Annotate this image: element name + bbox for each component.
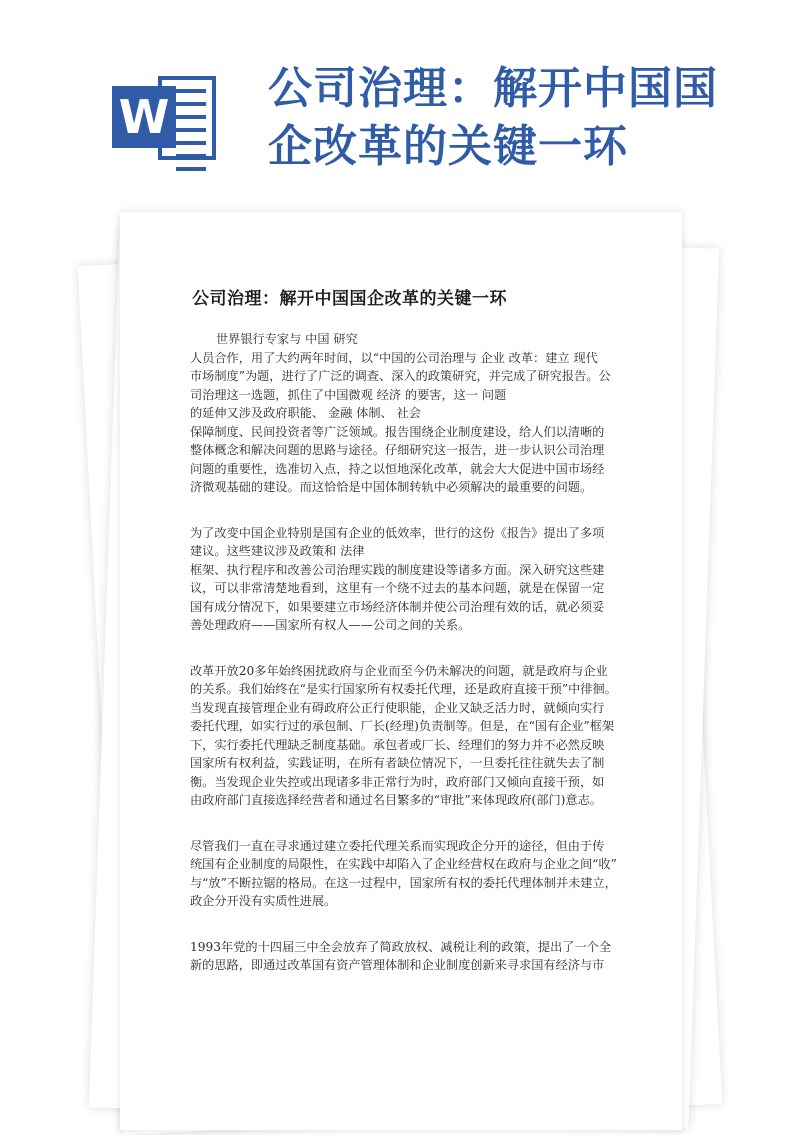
paragraph-line: 保障制度、民间投资者等广泛领域。报告围绕企业制度建设，给人们以清晰的: [190, 424, 605, 439]
document-title: 公司治理：解开中国国企改革的关键一环: [192, 289, 507, 309]
paragraph-line: 与“放”不断拉锯的格局。在这一过程中，国家所有权的委托代理体制并未建立，: [190, 875, 617, 890]
paragraph-line: 衡。当发现企业失控或出现诸多非正常行为时，政府部门又倾向直接干预，如: [190, 774, 605, 789]
word-w-icon: W: [112, 86, 176, 148]
header-title: [268, 60, 738, 176]
document-body: [190, 330, 630, 1002]
paragraph: [190, 662, 630, 810]
paragraph: [190, 837, 630, 911]
paragraph-line: 政企分开没有实质性进展。: [190, 894, 337, 908]
paragraph-line: 框架、执行程序和改善公司治理实践的制度建设等诸多方面。深入研究这些建: [190, 562, 605, 577]
paragraph-line: 议，可以非常清楚地看到，这里有一个绕不过去的基本问题，就是在保留一定: [190, 581, 605, 595]
paragraph-line: 尽管我们一直在寻求通过建立委托代理关系而实现政企分开的途径，但由于传: [190, 838, 605, 853]
paragraph-line: 当发现直接管理企业有碍政府公正行使职能，企业又缺乏活力时，就倾向实行: [190, 700, 605, 715]
paragraph: [190, 524, 630, 635]
header-title-line-1: 公司治理：解开中国国: [268, 63, 718, 114]
paragraph-line: 市场制度”为题，进行了广泛的调查、深入的政策研究，并完成了研究报告。公: [190, 369, 611, 383]
paragraph-line: 世界银行专家与 中国 研究: [216, 332, 358, 346]
paragraph-line: 由政府部门直接选择经营者和通过名目繁多的“审批”来体现政府(部门)意志。: [190, 793, 602, 807]
paragraph-line: 1993年党的十四届三中全会放弃了简政放权、减税让利的政策，提出了一个全: [190, 939, 612, 954]
paragraph-line: 济微观基础的建设。而这恰恰是中国体制转轨中必须解决的最重要的问题。: [190, 480, 593, 494]
paragraph-line: 国有成分情况下，如果要建立市场经济体制并使公司治理有效的话，就必须妥: [190, 599, 605, 614]
paragraph-line: 人员合作，用了大约两年时间，以“中国的公司治理与 企业 改革：建立 现代: [190, 350, 598, 365]
document-page: [120, 212, 682, 1130]
paragraph-line: 的关系。我们始终在“是实行国家所有权委托代理，还是政府直接干预”中徘徊。: [190, 682, 617, 696]
paragraph-line: 统国有企业制度的局限性，在实践中却陷入了企业经营权在政府与企业之间“收”: [190, 857, 617, 871]
word-logo: [112, 70, 222, 166]
paragraph-line: 问题的重要性，选准切入点，持之以恒地深化改革，就会大大促进中国市场经: [190, 461, 605, 476]
paragraph-line: 改革开放20多年始终困扰政府与企业而至今仍未解决的问题，就是政府与企业: [190, 663, 608, 678]
paragraph-line: 委托代理，如实行过的承包制、厂长(经理)负责制等。但是，在“国有企业”框架: [190, 719, 615, 733]
paragraph-line: 善处理政府——国家所有权人——公司之间的关系。: [190, 618, 471, 632]
paragraph-line: 下，实行委托代理缺乏制度基础。承包者或厂长、经理们的努力并不必然反映: [190, 737, 605, 752]
header-title-line-2: 企改革的关键一环: [268, 121, 628, 172]
paragraph: [190, 938, 630, 975]
paragraph: [190, 330, 630, 497]
paragraph-line: 为了改变中国企业特别是国有企业的低效率，世行的这份《报告》提出了多项: [190, 525, 605, 540]
paragraph-line: 整体概念和解决问题的思路与途径。仔细研究这一报告，进一步认识公司治理: [190, 443, 605, 457]
paragraph-line: 国家所有权利益，实践证明，在所有者缺位情况下，一旦委托往往就失去了制: [190, 756, 605, 770]
paragraph-line: 新的思路，即通过改革国有资产管理体制和企业制度创新来寻求国有经济与市: [190, 958, 605, 972]
paragraph-line: 司治理这一选题，抓住了中国微观 经济 的要害，这一 问题: [190, 387, 507, 402]
paragraph-line: 的延伸又涉及政府职能、 金融 体制、 社会: [190, 406, 421, 420]
paragraph-line: 建议。这些建议涉及政策和 法律: [190, 544, 365, 558]
